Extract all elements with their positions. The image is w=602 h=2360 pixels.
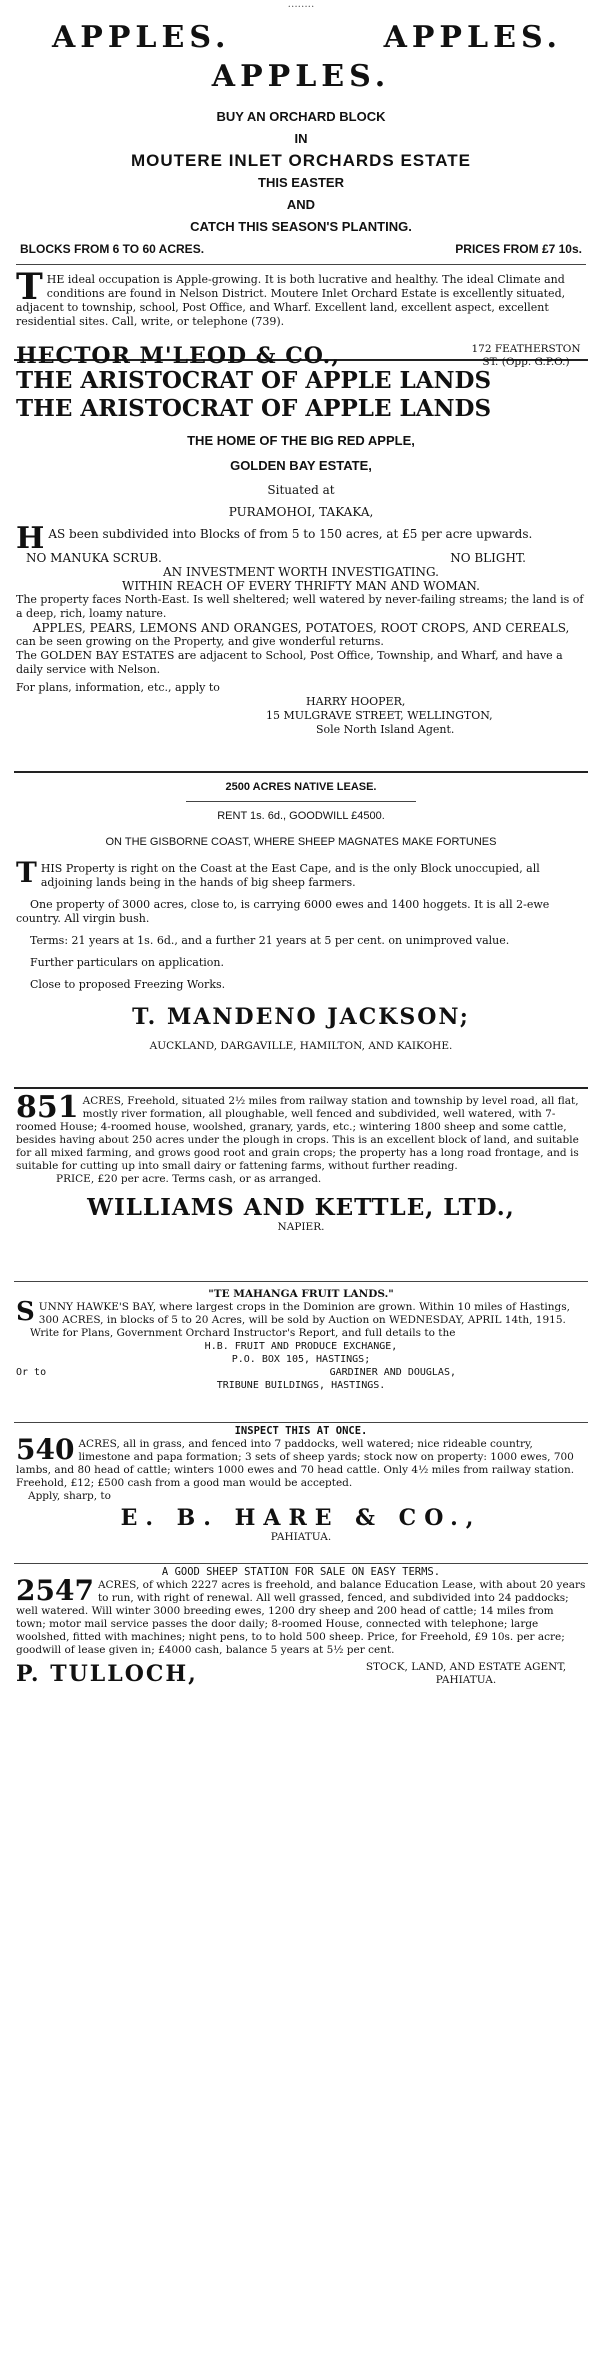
prices-text: PRICES FROM £7 10s. xyxy=(455,242,582,256)
agent1b: P.O. BOX 105, HASTINGS; xyxy=(231,1354,371,1365)
ad-sheep-station xyxy=(0,1566,602,1766)
ad-native-lease xyxy=(0,781,602,1081)
price-line: PRICE, £20 per acre. Terms cash, or as arranged. xyxy=(56,1173,322,1185)
agent2: GARDINER AND DOUGLAS, xyxy=(329,1367,456,1378)
coast-line: ON THE GISBORNE COAST, WHERE SHEEP MAGNATES MAKE FORTUNES xyxy=(105,836,497,848)
lease-body2: One property of 3000 acres, close to, is carrying 6000 ewes and 1400 hoggets. It is all 2-ewe country. All virgin bush. xyxy=(16,898,550,925)
firm-name: HECTOR M'LEOD & CO., xyxy=(16,343,340,369)
faces-para: The property faces North-East. Is well sheltered; well watered by never-failing streams; the land is of a deep, rich, loamy nature. xyxy=(16,593,584,620)
home-line: THE HOME OF THE BIG RED APPLE, xyxy=(187,433,415,448)
intro-text: AS been subdivided into Blocks of from 5 to 150 acres, at £5 per acre upwards. xyxy=(48,527,533,541)
divider xyxy=(14,771,588,773)
firm-towns: AUCKLAND, DARGAVILLE, HAMILTON, AND KAIKOHE. xyxy=(149,1040,453,1052)
intro-para xyxy=(16,521,586,556)
aristocrat-headline-1: THE ARISTOCRAT OF APPLE LANDS xyxy=(16,367,492,394)
ad1-body xyxy=(16,266,586,329)
agent-role: Sole North Island Agent. xyxy=(316,723,455,736)
divider xyxy=(14,1422,588,1423)
invest-line: AN INVESTMENT WORTH INVESTIGATING. xyxy=(163,565,439,579)
within-line: WITHIN REACH OF EVERY THRIFTY MAN AND WOMAN. xyxy=(122,579,480,593)
divider xyxy=(14,1281,588,1282)
apply-line: Apply, sharp, to xyxy=(28,1490,111,1502)
ad-inspect xyxy=(0,1425,602,1561)
headline-center: APPLES. xyxy=(211,59,391,94)
firm-town: PAHIATUA. xyxy=(270,1531,332,1543)
or-to: Or to xyxy=(16,1367,47,1378)
top-fragment: ........ xyxy=(287,0,315,10)
ad-line: AND xyxy=(286,197,316,212)
body-text: HE ideal occupation is Apple-growing. It is both lucrative and healthy. The ideal Climate and conditions are found in Nelson District. Moutere Inlet Orchard Estate is excellently situated, adjacent to township, school, Post Office, and Wharf. Excellent land, excellent aspect, excellent residential sites. Call, write, or telephone (739). xyxy=(16,273,566,328)
lease-body5: Close to proposed Freezing Works. xyxy=(30,978,226,991)
headline-word: APPLES. xyxy=(383,20,562,55)
firm-town: PAHIATUA. xyxy=(435,1674,497,1686)
station-body xyxy=(16,1574,586,1657)
firm-name: WILLIAMS AND KETTLE, LTD., xyxy=(87,1194,515,1221)
firm-name: P. TULLOCH, xyxy=(16,1661,198,1687)
firm-address: 172 FEATHERSTON ST. (Opp. G.P.O.) xyxy=(471,343,581,368)
fruit-title: "TE MAHANGA FRUIT LANDS." xyxy=(208,1288,394,1300)
body-text: ACRES, all in grass, and fenced into 7 paddocks, well watered; nice rideable country, limestone and papa formation; 3 sets of sheep yards; stock now on property: 1000 ewes, 700 lambs, and 80 head of cattle; winters 1000 ewes and 70 head cattle. Only 4½ miles from railway station. Freehold, £12; £500 cash from a good man would be accepted. xyxy=(16,1438,575,1489)
lease-body1 xyxy=(16,856,586,890)
blocks-prices xyxy=(16,242,586,256)
firm-name: T. MANDENO JACKSON; xyxy=(132,1004,470,1030)
drop-cap: H xyxy=(16,521,45,556)
ad-line: MOUTERE INLET ORCHARDS ESTATE xyxy=(130,151,472,170)
apples-lines xyxy=(16,106,586,238)
estate-line: GOLDEN BAY ESTATE, xyxy=(230,458,372,473)
divider xyxy=(14,1087,588,1089)
agent-street: 15 MULGRAVE STREET, WELLINGTON, xyxy=(266,709,493,722)
growing-para: can be seen growing on the Property, and give wonderful returns. xyxy=(16,635,384,648)
body-text: HIS Property is right on the Coast at the East Cape, and is the only Block unoccupied, all adjoining lands being in the hands of big sheep farmers. xyxy=(40,862,540,889)
acre-number: 2547 xyxy=(16,1574,94,1607)
apples-headline-row xyxy=(16,8,586,55)
inspect-title: INSPECT THIS AT ONCE. xyxy=(234,1425,368,1437)
adjacent-para: The GOLDEN BAY ESTATES are adjacent to School, Post Office, Township, and Wharf, and have a daily service with Nelson. xyxy=(16,649,563,676)
inspect-body xyxy=(16,1433,586,1490)
divider xyxy=(14,1563,588,1564)
crops-line: APPLES, PEARS, LEMONS AND ORANGES, POTATOES, ROOT CROPS, AND CEREALS, xyxy=(32,621,570,635)
acre-number: 540 xyxy=(16,1433,75,1466)
ad-851-acres xyxy=(0,1090,602,1275)
drop-cap: T xyxy=(16,266,43,308)
aristocrat-headline-2: THE ARISTOCRAT OF APPLE LANDS xyxy=(16,395,492,422)
no-row xyxy=(16,551,586,565)
agent1: H.B. FRUIT AND PRODUCE EXCHANGE, xyxy=(204,1341,398,1352)
situated-line: Situated at xyxy=(267,483,335,497)
drop-cap: T xyxy=(16,856,37,889)
blocks-text: BLOCKS FROM 6 TO 60 ACRES. xyxy=(20,242,205,256)
firm-row xyxy=(16,343,586,369)
ad-line: THIS EASTER xyxy=(258,175,344,190)
rent-line: RENT 1s. 6d., GOODWILL £4500. xyxy=(217,810,385,822)
lease-body4: Further particulars on application. xyxy=(30,956,225,969)
write-line: Write for Plans, Government Orchard Instructor's Report, and full details to the xyxy=(30,1327,456,1339)
firm-name: E. B. HARE & CO., xyxy=(120,1505,482,1531)
station-title: A GOOD SHEEP STATION FOR SALE ON EASY TERMS. xyxy=(161,1566,441,1578)
lease-body3: Terms: 21 years at 1s. 6d., and a further 21 years at 5 per cent. on unimproved value. xyxy=(30,934,510,947)
headline-word: APPLES. xyxy=(52,20,231,55)
ad-line: CATCH THIS SEASON'S PLANTING. xyxy=(190,219,412,234)
lease-title: 2500 ACRES NATIVE LEASE. xyxy=(225,781,377,793)
body-text: ACRES, Freehold, situated 2½ miles from railway station and township by level road, all flat, mostly river formation, all ploughable, well fenced and subdivided, well watered, with 7-roomed House; 4-roomed house, woolshed, granary, yards, etc.; wintering 1800 sheep and some cattle, besides having about 250 acres under the plough in crops. This is an excellent block of land, and suitable for all mixed farming, and grows good root and grain crops; the property has a long road frontage, and is suitable for cutting up into small dairy or fattening farms, without further reading. xyxy=(16,1095,579,1172)
fruit-body xyxy=(16,1297,586,1327)
drop-cap: S xyxy=(16,1297,35,1327)
body-text: UNNY HAWKE'S BAY, where largest crops in the Dominion are grown. Within 10 miles of Hastings, 300 ACRES, in blocks of 5 to 20 Acres, will be sold by Auction on WEDNESDAY, APRIL 14th, 1915. xyxy=(38,1301,570,1326)
firm-town: NAPIER. xyxy=(277,1221,325,1233)
acre-number: 851 xyxy=(16,1090,79,1125)
ad-golden-bay xyxy=(0,367,602,765)
firm-role: STOCK, LAND, AND ESTATE AGENT, xyxy=(365,1661,567,1673)
agent2-row xyxy=(16,1366,586,1379)
body-text: ACRES, of which 2227 acres is freehold, and balance Education Lease, with about 20 years to run, with right of renewal. All well grassed, fenced, and subdivided into 24 paddocks; well watered. Will winter 3000 breeding ewes, 1200 dry sheep and 200 head of cattle; 14 miles from town; motor mail service passes the door daily; 8-roomed House, connected with telephone; large woolshed, fitted with machines; night pens, to to hold 500 sheep. Price, for Freehold, £9 10s. per acre; goodwill of lease given in; £4000 cash, balance 5 years at 5½ per cent. xyxy=(16,1579,586,1656)
ad-te-mahanga xyxy=(0,1288,602,1420)
firm-row xyxy=(16,1661,586,1687)
ad-line: IN xyxy=(294,131,308,146)
no-blight: NO BLIGHT. xyxy=(450,551,526,565)
no-scrub: NO MANUKA SCRUB. xyxy=(26,551,162,565)
agent-name: HARRY HOOPER, xyxy=(306,695,406,708)
plans-line: For plans, information, etc., apply to xyxy=(16,681,220,694)
ad4-body xyxy=(16,1090,586,1173)
ad-moutere-apples xyxy=(0,8,602,369)
agent2b: TRIBUNE BUILDINGS, HASTINGS. xyxy=(216,1380,386,1391)
ad-line: BUY AN ORCHARD BLOCK xyxy=(216,109,386,124)
firm-details xyxy=(346,1661,586,1687)
place-line: PURAMOHOI, TAKAKA, xyxy=(228,505,374,519)
